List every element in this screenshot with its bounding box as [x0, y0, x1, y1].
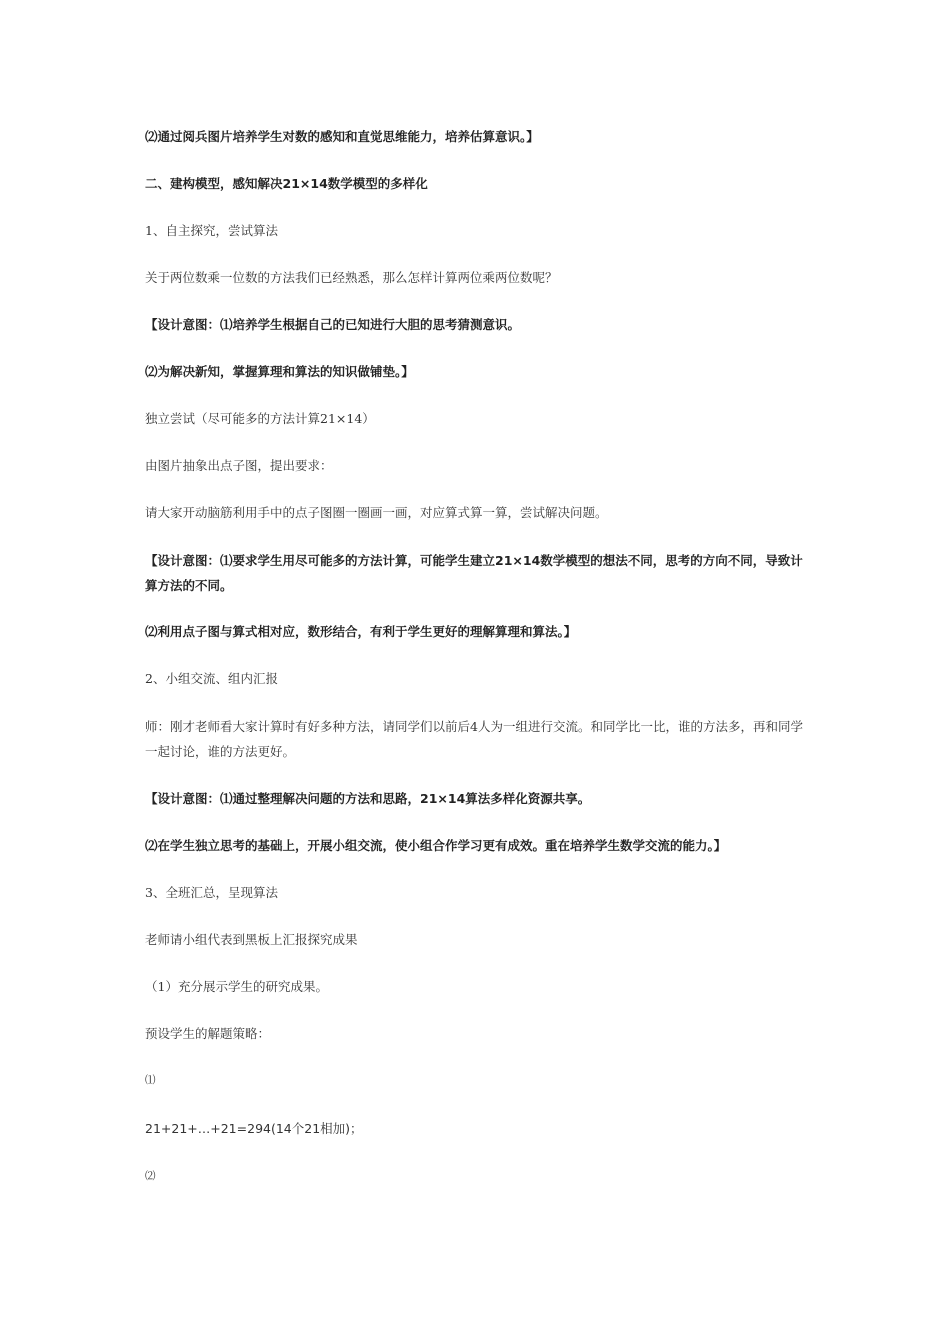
paragraph-teacher: 师：刚才老师看大家计算时有好多种方法，请同学们以前后4人为一组进行交流。和同学比一比，谁的方法多，再和同学一起讨论，谁的方法更好。	[145, 719, 803, 759]
paragraph-equation-1: 21+21+…+21=294(14个21相加)；	[145, 1121, 363, 1136]
paragraph-instructions: 请大家开动脑筋利用手中的点子图圈一圈画一画，对应算式算一算，尝试解决问题。	[145, 505, 608, 520]
paragraph-dot-diagram: 由图片抽象出点子图，提出要求：	[145, 458, 333, 473]
paragraph-design-intent-4: 【设计意图：⑴要求学生用尽可能多的方法计算，可能学生建立21×14数学模型的想法不同，思考的方向不同，导致计算方法的不同。	[145, 553, 803, 593]
subheading-2: 2、小组交流、组内汇报	[145, 671, 278, 686]
subheading-1: 1、自主探究，尝试算法	[145, 223, 278, 238]
paragraph-item-1: （1）充分展示学生的研究成果。	[145, 979, 328, 994]
paragraph-report: 老师请小组代表到黑板上汇报探究成果	[145, 932, 358, 947]
paragraph-design-intent-3: 【设计意图：⑴培养学生根据自己的已知进行大胆的思考猜测意识。	[145, 317, 521, 332]
paragraph-design-intent-3b: ⑵为解决新知，掌握算理和算法的知识做铺垫。】	[145, 364, 414, 379]
paragraph-strategy: 预设学生的解题策略：	[145, 1026, 271, 1041]
list-marker-1: ⑴	[145, 1074, 156, 1086]
paragraph-design-intent-5b: ⑵在学生独立思考的基础上，开展小组交流，使小组合作学习更有成效。重在培养学生数学交流的能力。】	[145, 838, 727, 853]
subheading-3: 3、全班汇总，呈现算法	[145, 885, 278, 900]
paragraph-independent-try: 独立尝试（尽可能多的方法计算21×14）	[145, 411, 375, 426]
paragraph-design-intent-4b: ⑵利用点子图与算式相对应，数形结合，有利于学生更好的理解算理和算法。】	[145, 624, 577, 639]
section-heading-2: 二、建构模型，感知解决21×14数学模型的多样化	[145, 176, 428, 191]
paragraph-design-intent-5: 【设计意图：⑴通过整理解决问题的方法和思路，21×14算法多样化资源共享。	[145, 791, 591, 806]
list-marker-2: ⑵	[145, 1170, 156, 1182]
paragraph-design-intent-2: ⑵通过阅兵图片培养学生对数的感知和直觉思维能力，培养估算意识。】	[145, 129, 539, 144]
paragraph-question: 关于两位数乘一位数的方法我们已经熟悉，那么怎样计算两位乘两位数呢？	[145, 270, 558, 285]
